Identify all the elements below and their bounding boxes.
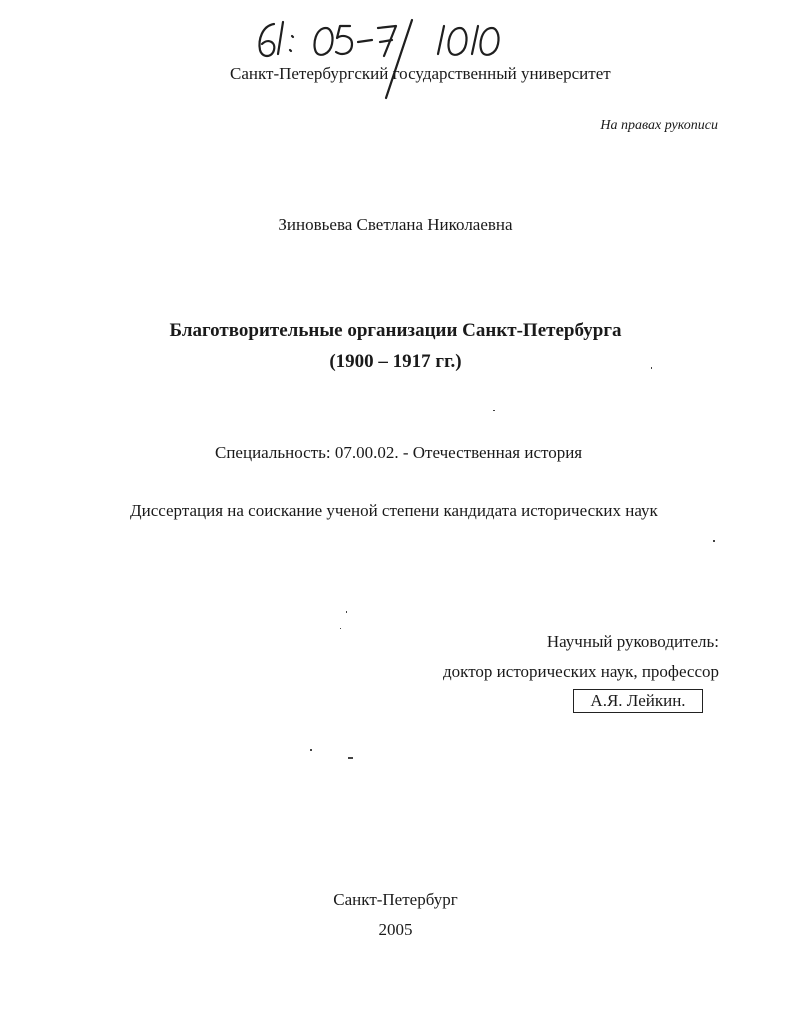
- scan-speck: [713, 540, 715, 542]
- scan-speck: [348, 757, 353, 759]
- degree-statement: Диссертация на соискание ученой степени кандидата исторических наук: [130, 501, 658, 520]
- advisor-label: Научный руководитель:: [546, 632, 719, 651]
- dissertation-title: Благотворительные организации Санкт-Петербурга: [169, 320, 622, 341]
- specialty: Специальность: 07.00.02. - Отечественная история: [215, 443, 583, 462]
- scan-speck: [340, 628, 341, 629]
- scan-speck: [651, 367, 652, 369]
- advisor-degree: доктор исторических наук, профессор: [443, 662, 719, 681]
- dissertation-title-years: (1900 – 1917 гг.): [329, 351, 462, 372]
- scan-speck: [310, 749, 312, 751]
- year: 2005: [378, 920, 413, 939]
- university-name: Санкт-Петербургский государственный университет: [230, 64, 611, 83]
- author-name: Зиновьева Светлана Николаевна: [278, 215, 513, 234]
- scan-speck: [493, 410, 495, 411]
- scan-speck: [346, 611, 347, 613]
- advisor-name: А.Я. Лейкин.: [573, 689, 703, 713]
- city: Санкт-Петербург: [333, 890, 458, 909]
- rights-note: На правах рукописи: [600, 118, 718, 133]
